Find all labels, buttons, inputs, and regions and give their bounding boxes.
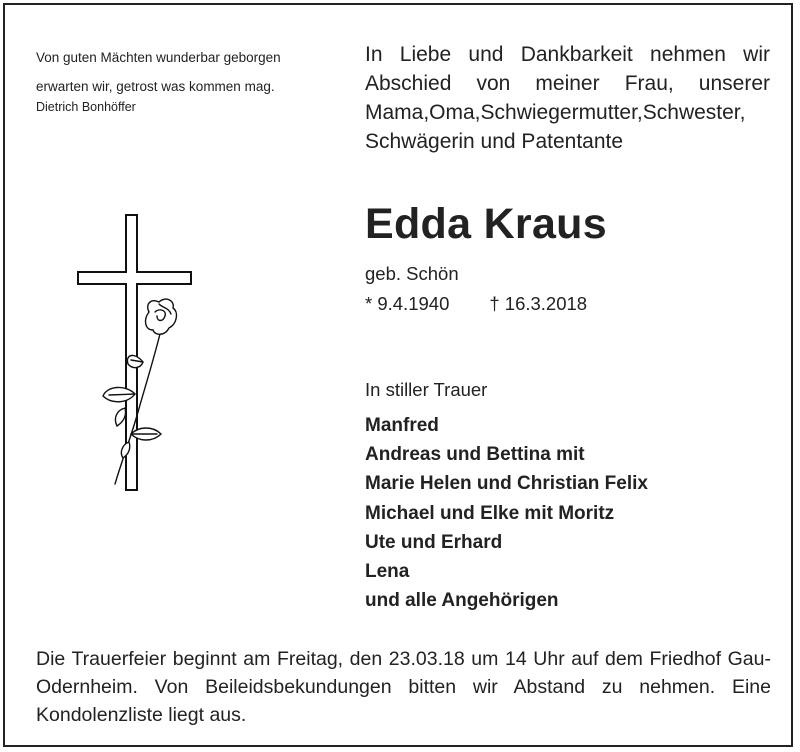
quote-block bbox=[36, 43, 281, 117]
birth-date: * 9.4.1940 bbox=[365, 293, 450, 314]
family-member: Andreas und Bettina mit bbox=[365, 444, 585, 466]
family-member: Manfred bbox=[365, 415, 439, 436]
mourning-label: In stiller Trauer bbox=[365, 379, 488, 400]
family-list bbox=[365, 411, 648, 615]
deceased-name: Edda Kraus bbox=[365, 200, 607, 248]
obituary-notice bbox=[3, 3, 793, 747]
family-member: Ute und Erhard bbox=[365, 531, 503, 553]
family-member: Lena bbox=[365, 561, 410, 583]
family-member: Marie Helen und Christian Felix bbox=[365, 473, 648, 495]
funeral-info: Die Trauerfeier beginnt am Freitag, den 23.03.18 um 14 Uhr auf dem Friedhof Gau-Odernheim. Von Beileidsbekundungen bitten wir Abstand zu nehmen. Eine Kondolenzliste liegt aus. bbox=[36, 648, 771, 726]
cross-with-rose-icon bbox=[73, 212, 198, 502]
life-dates bbox=[365, 293, 587, 315]
quote-author: Dietrich Bonhöffer bbox=[36, 100, 136, 114]
family-member: und alle Angehörigen bbox=[365, 590, 559, 612]
death-date: † 16.3.2018 bbox=[489, 293, 588, 314]
birth-name: geb. Schön bbox=[365, 263, 459, 284]
quote-line: erwarten wir, getrost was kommen mag. bbox=[36, 79, 275, 94]
family-member: Michael und Elke mit Moritz bbox=[365, 502, 615, 524]
intro-text: In Liebe und Dankbarkeit nehmen wir Abschied von meiner Frau, unserer Mama,Oma,Schwiegermutter,Schwester, Schwägerin und Patentante bbox=[365, 43, 770, 153]
quote-line: Von guten Mächten wunderbar geborgen bbox=[36, 50, 281, 65]
